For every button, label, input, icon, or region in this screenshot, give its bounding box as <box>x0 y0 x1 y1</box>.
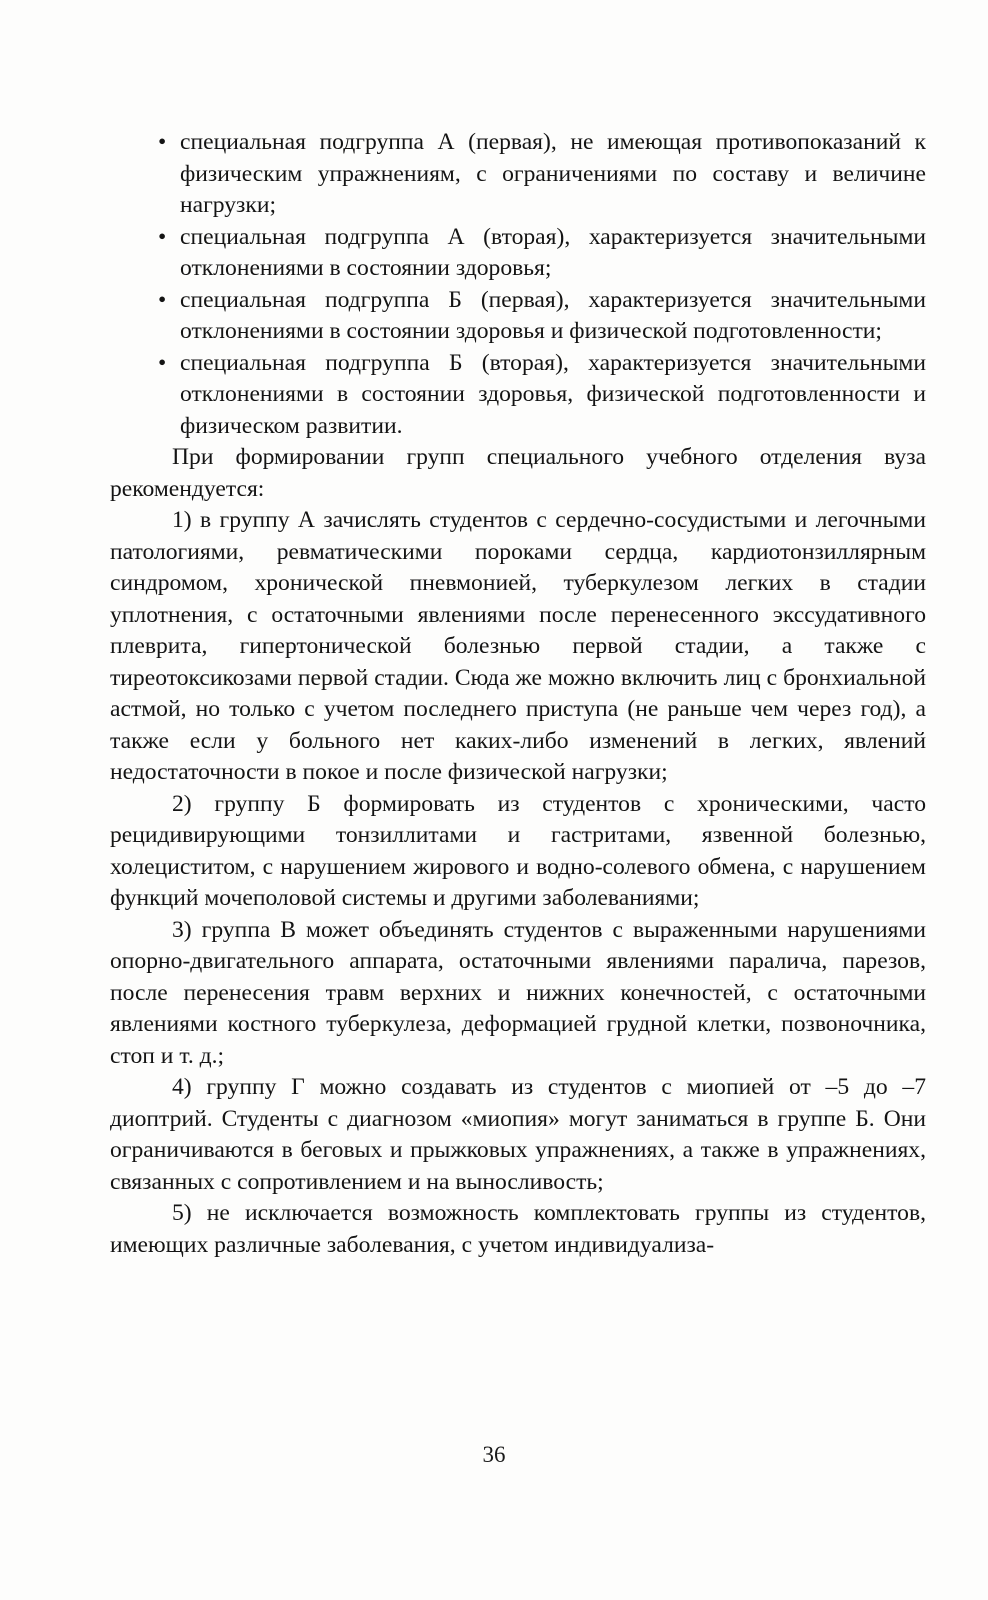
recommendation-group-v: 3) группа В может объединять студентов с выраженными нарушениями опорно-двигательного аппарата, остаточными явлениями паралича, парезов, после перенесения травм верхних и нижних конечностей, с остаточными явлениями костного туберкулеза, деформацией грудной клетки, позвоночника, стоп и т. д.; <box>110 916 926 1069</box>
list-item <box>110 348 926 443</box>
recommendation-group-b: 2) группу Б формировать из студентов с хроническими, часто рецидивирующими тонзиллитами и гастритами, язвенной болезнью, холециститом, с нарушением жирового и водно-солевого обмена, с нарушением функций мочеполовой системы и другими заболеваниями; <box>110 790 926 911</box>
bullet-icon: • <box>158 349 167 376</box>
list-item-text: специальная подгруппа А (вторая), характеризуется значительными отклонениями в состоянии здоровья; <box>180 223 926 281</box>
list-item-text: специальная подгруппа Б (первая), характеризуется значительными отклонениями в состоянии здоровья и физической подготовленности; <box>180 286 926 344</box>
list-item <box>110 127 926 222</box>
page-body <box>110 127 926 1261</box>
intro-paragraph: При формировании групп специального учебного отделения вуза рекомендуется: <box>110 444 926 502</box>
bullet-icon: • <box>158 129 167 155</box>
subgroup-list <box>110 127 926 442</box>
list-item <box>110 285 926 348</box>
recommendation-group-g: 4) группу Г можно создавать из студентов с миопией от –5 до –7 диоптрий. Студенты с диагнозом «миопия» могут заниматься в группе Б. Они ограничиваются в беговых и прыжковых упражнениях, а также в упражнениях, связанных с сопротивлением и на выносливость; <box>110 1074 926 1195</box>
bullet-icon: • <box>158 223 167 250</box>
list-item <box>110 222 926 285</box>
bullet-icon: • <box>158 286 167 313</box>
page-number: 36 <box>482 1442 506 1467</box>
list-item-text: специальная подгруппа А (первая), не имеющая противопоказаний к физическим упражнениям, с ограничениями по составу и величине нагрузки; <box>180 129 926 218</box>
recommendation-mixed-groups: 5) не исключается возможность комплектовать группы из студентов, имеющих различные заболевания, с учетом индивидуализа- <box>110 1200 926 1258</box>
list-item-text: специальная подгруппа Б (вторая), характеризуется значительными отклонениями в состоянии здоровья, физической подготовленности и физическом развитии. <box>180 349 926 439</box>
recommendation-group-a: 1) в группу А зачислять студентов с сердечно-сосудистыми и легочными патологиями, ревматическими пороками сердца, кардиотонзиллярным синдромом, хронической пневмонией, туберкулезом легких в стадии уплотнения, с остаточными явлениями после перенесенного экссудативного плеврита, гипертонической болезнью первой стадии, а также с тиреотоксикозами первой стадии. Сюда же можно включить лиц с бронхиальной астмой, но только с учетом последнего приступа (не раньше чем через год), а также если у больного нет каких-либо изменений в легких, явлений недостаточности в покое и после физической нагрузки; <box>110 507 926 785</box>
